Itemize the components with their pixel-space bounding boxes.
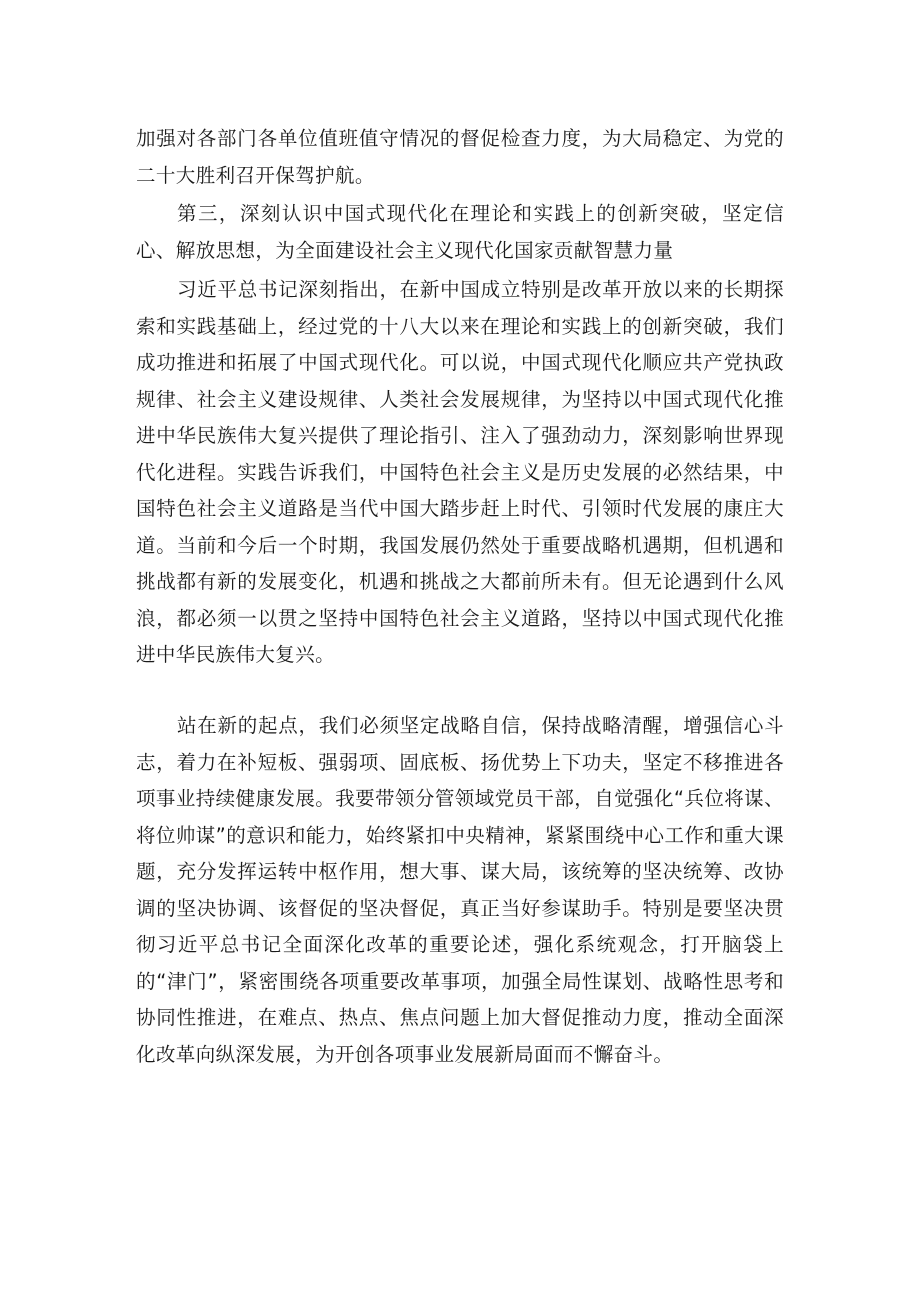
paragraph-continuation: 加强对各部门各单位值班值守情况的督促检查力度，为大局稳定、为党的二十大胜利召开保驾护航。 [136,127,784,187]
paragraph-body-2: 站在新的起点，我们必须坚定战略自信，保持战略清醒，增强信心斗志，着力在补短板、强弱项、固底板、扬优势上下功夫，坚定不移推进各项事业持续健康发展。我要带领分管领域党员干部，自觉强化“兵位将谋、将位帅谋”的意识和能力，始终紧扣中央精神，紧紧围绕中心工作和重大课题，充分发挥运转中枢作用，想大事、谋大局，该统筹的坚决统筹、改协调的坚决协调、该督促的坚决督促，真正当好参谋助手。特别是要坚决贯彻习近平总书记全面深化改革的重要论述，强化系统观念，打开脑袋上的“津门”，紧密围绕各项重要改革事项，加强全局性谋划、战略性思考和协同性推进，在难点、热点、焦点问题上加大督促推动力度，推动全面深化改革向纵深发展，为开创各项事业发展新局面而不懈奋斗。 [136,714,784,1066]
paragraph-body-1: 习近平总书记深刻指出，在新中国成立特别是改革开放以来的长期探索和实践基础上，经过党的十八大以来在理论和实践上的创新突破，我们成功推进和拓展了中国式现代化。可以说，中国式现代化顺应共产党执政规律、社会主义建设规律、人类社会发展规律，为坚持以中国式现代化推进中华民族伟大复兴提供了理论指引、注入了强劲动力，深刻影响世界现代化进程。实践告诉我们，中国特色社会主义是历史发展的必然结果，中国特色社会主义道路是当代中国大踏步赶上时代、引领时代发展的康庄大道。当前和今后一个时期，我国发展仍然处于重要战略机遇期，但机遇和挑战都有新的发展变化，机遇和挑战之大都前所未有。但无论遇到什么风浪，都必须一以贯之坚持中国特色社会主义道路，坚持以中国式现代化推进中华民族伟大复兴。 [136,278,784,666]
paragraph-section-heading: 第三，深刻认识中国式现代化在理论和实践上的创新突破，坚定信心、解放思想，为全面建设社会主义现代化国家贡献智慧力量 [136,202,784,262]
